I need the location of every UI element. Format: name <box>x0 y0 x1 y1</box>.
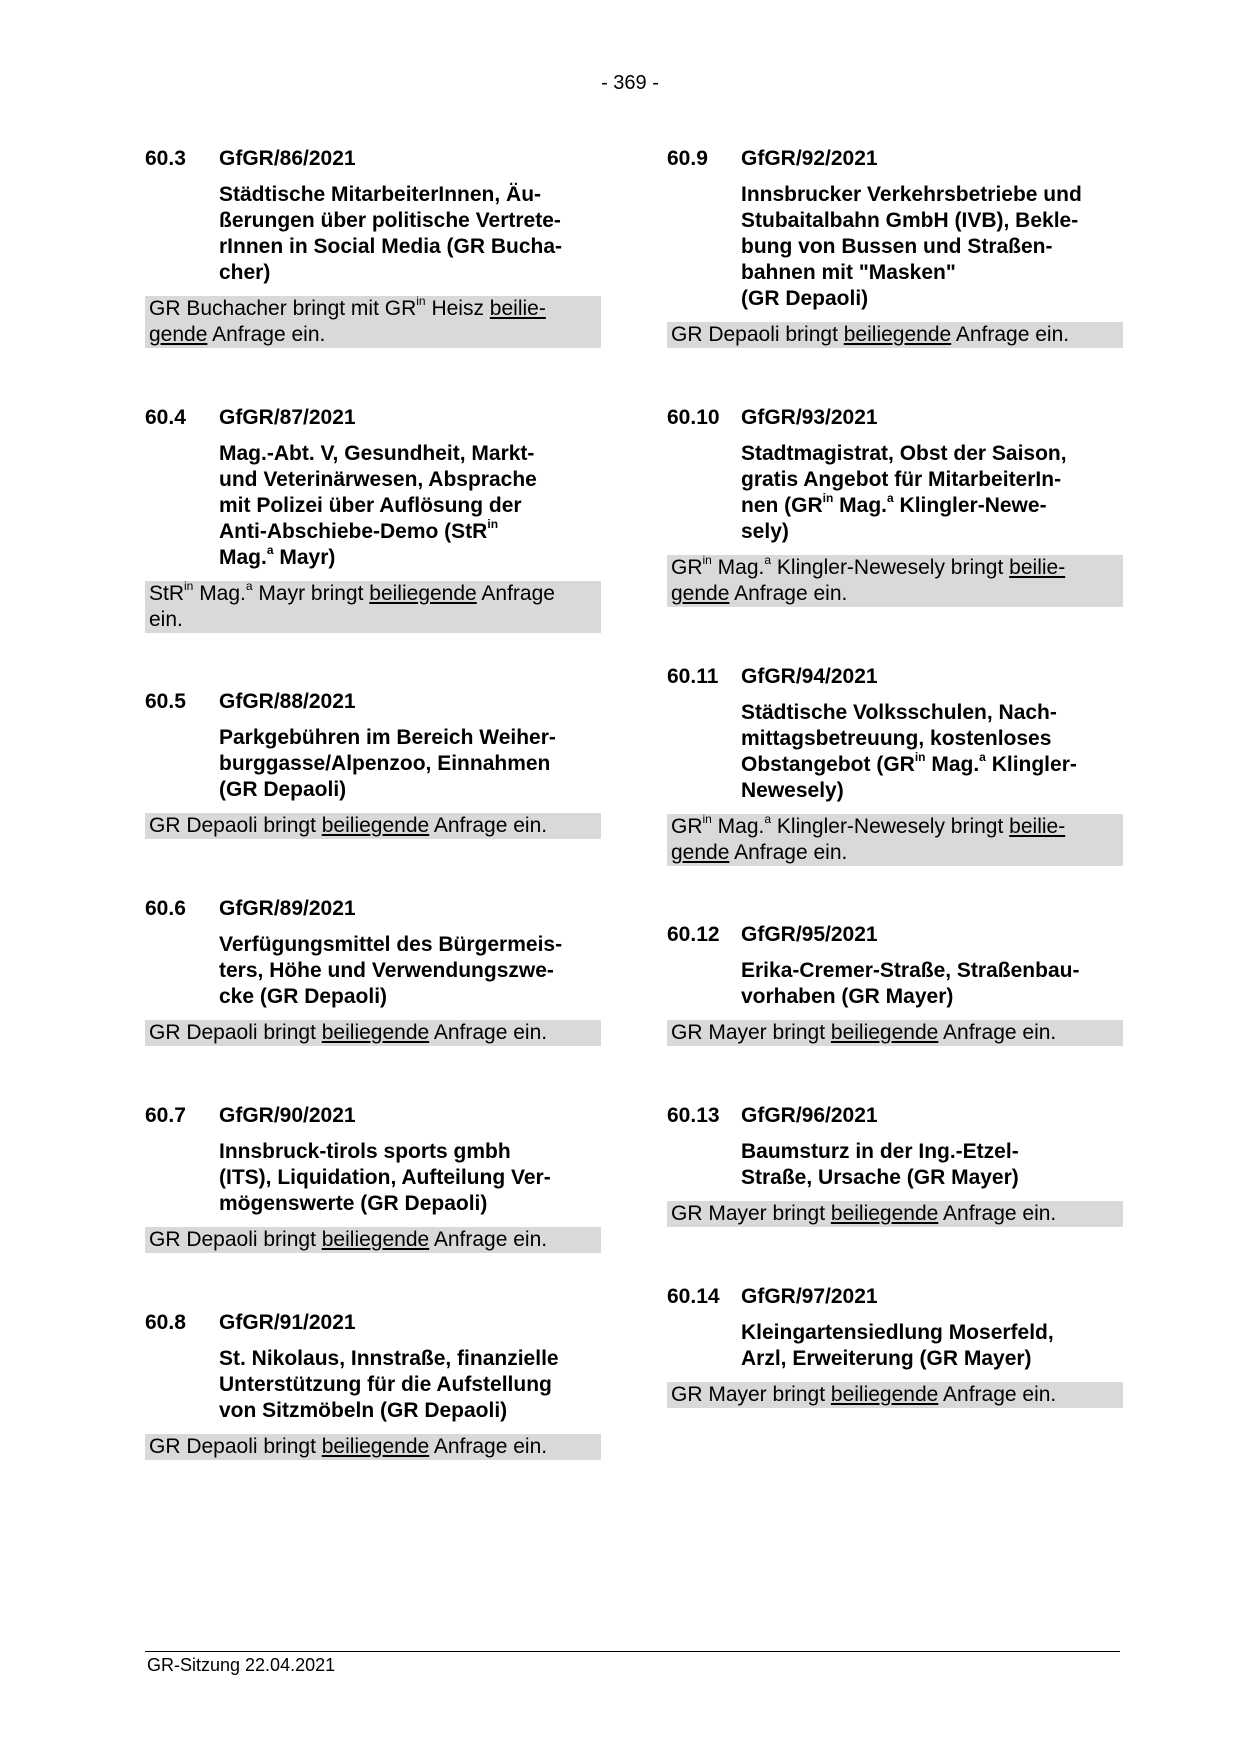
title-line: gratis Angebot für MitarbeiterIn- <box>741 468 1062 491</box>
note-text: GR <box>671 815 703 838</box>
entry-title <box>741 441 1121 545</box>
title-sup: in <box>914 750 926 764</box>
entry-code: GfGR/94/2021 <box>741 665 878 688</box>
title-sup: a <box>887 491 894 505</box>
note-underlined: beiliegende <box>321 1435 430 1458</box>
title-line: Straße, Ursache (GR Mayer) <box>741 1166 1019 1189</box>
entry-number: 60.14 <box>667 1285 720 1308</box>
note-text: Anfrage ein. <box>951 323 1070 346</box>
title-line: (GR Depaoli) <box>219 778 347 801</box>
note-text: Anfrage <box>476 582 555 605</box>
note-underlined: beilie- <box>1009 815 1066 838</box>
title-line: ßerungen über politische Vertrete- <box>219 209 561 232</box>
title-line: Innsbrucker Verkehrsbetriebe und <box>741 183 1082 206</box>
title-line: burggasse/Alpenzoo, Einnahmen <box>219 752 551 775</box>
entry-number: 60.8 <box>145 1311 186 1334</box>
title-text: Klingler-Newe- <box>893 494 1047 517</box>
note-sup: in <box>416 294 426 308</box>
note-text: Mag. <box>711 815 765 838</box>
entry-number: 60.11 <box>667 665 719 688</box>
note-underlined: gende <box>671 841 730 864</box>
title-line: bung von Bussen und Straßen- <box>741 235 1053 258</box>
entry-note <box>667 322 1123 348</box>
entry-note <box>667 1201 1123 1227</box>
entry-number: 60.10 <box>667 406 720 429</box>
note-underlined: beiliegende <box>321 814 430 837</box>
entry-heading <box>667 405 1127 431</box>
title-line: und Veterinärwesen, Absprache <box>219 468 537 491</box>
note-sup: a <box>764 553 772 567</box>
note-underlined: beiliegende <box>843 323 952 346</box>
entry-heading <box>667 1103 1127 1129</box>
title-line: Kleingartensiedlung Moserfeld, <box>741 1321 1054 1344</box>
title-text: Mag. <box>219 546 267 569</box>
title-line: St. Nikolaus, Innstraße, finanzielle <box>219 1347 559 1370</box>
title-sup: in <box>822 491 834 505</box>
entry-number: 60.5 <box>145 690 186 713</box>
note-text: Klingler-Newesely bringt <box>771 556 1010 579</box>
entry-title <box>219 1346 599 1424</box>
entry-title <box>741 1320 1121 1372</box>
title-line <box>741 493 1121 519</box>
entry-heading <box>145 405 605 431</box>
note-text: Anfrage ein. <box>429 1021 548 1044</box>
note-text: Mayr bringt <box>252 582 370 605</box>
entry-title <box>219 441 599 571</box>
title-line: vorhaben (GR Mayer) <box>741 985 954 1008</box>
entry-title <box>741 1139 1121 1191</box>
entry-heading <box>145 896 605 922</box>
entry-heading <box>145 689 605 715</box>
title-text: Klingler- <box>985 753 1077 776</box>
title-line: Städtische MitarbeiterInnen, Äu- <box>219 183 542 206</box>
note-text: Mag. <box>193 582 246 605</box>
note-underlined: beiliegende <box>830 1383 939 1406</box>
entry-note <box>145 813 601 839</box>
title-line: bahnen mit "Masken" <box>741 261 956 284</box>
title-sup: in <box>487 517 499 531</box>
title-line: mögenswerte (GR Depaoli) <box>219 1192 488 1215</box>
entry-note <box>145 1227 601 1253</box>
entry-heading <box>667 922 1127 948</box>
entry-note <box>667 555 1123 607</box>
title-line: rInnen in Social Media (GR Bucha- <box>219 235 563 258</box>
entry-code: GfGR/90/2021 <box>219 1104 356 1127</box>
entry-title <box>741 958 1121 1010</box>
note-underlined: beiliegende <box>321 1228 430 1251</box>
footer-text: GR-Sitzung 22.04.2021 <box>147 1655 336 1675</box>
footer-divider <box>145 1651 1120 1652</box>
note-underlined: beilie- <box>1009 556 1066 579</box>
title-line: Stubaitalbahn GmbH (IVB), Bekle- <box>741 209 1079 232</box>
entry-number: 60.12 <box>667 923 720 946</box>
agenda-item-60-8 <box>145 1310 605 1460</box>
agenda-item-60-4 <box>145 405 605 633</box>
title-line: cke (GR Depaoli) <box>219 985 388 1008</box>
title-line: Arzl, Erweiterung (GR Mayer) <box>741 1347 1032 1370</box>
entry-code: GfGR/91/2021 <box>219 1311 356 1334</box>
title-line: Parkgebühren im Bereich Weiher- <box>219 726 556 749</box>
entry-number: 60.3 <box>145 147 186 170</box>
title-text: Obstangebot (GR <box>741 753 915 776</box>
entry-note <box>667 814 1123 866</box>
note-text: GR Depaoli bringt <box>149 814 322 837</box>
agenda-item-60-12 <box>667 922 1127 1046</box>
entry-note <box>667 1020 1123 1046</box>
note-underlined: gende <box>671 582 730 605</box>
note-underlined: beiliegende <box>369 582 477 605</box>
title-line: Verfügungsmittel des Bürgermeis- <box>219 933 563 956</box>
title-line: Städtische Volksschulen, Nach- <box>741 701 1057 724</box>
note-underlined: gende <box>149 323 208 346</box>
title-text: Anti-Abschiebe-Demo (StR <box>219 520 488 543</box>
note-text: ein. <box>149 608 183 631</box>
title-line: sely) <box>741 520 789 543</box>
entry-heading <box>667 146 1127 172</box>
title-line: (GR Depaoli) <box>741 287 869 310</box>
entry-note <box>145 296 601 348</box>
title-text: nen (GR <box>741 494 823 517</box>
note-underlined: beiliegende <box>830 1202 939 1225</box>
entry-code: GfGR/93/2021 <box>741 406 878 429</box>
note-sup: in <box>702 553 712 567</box>
entry-code: GfGR/92/2021 <box>741 147 878 170</box>
entry-number: 60.13 <box>667 1104 720 1127</box>
entry-code: GfGR/86/2021 <box>219 147 356 170</box>
agenda-item-60-7 <box>145 1103 605 1253</box>
entry-title <box>219 725 599 803</box>
title-line: (ITS), Liquidation, Aufteilung Ver- <box>219 1166 551 1189</box>
note-sup: a <box>764 812 772 826</box>
note-underlined: beiliegende <box>321 1021 430 1044</box>
note-text: GR Mayer bringt <box>671 1021 831 1044</box>
note-text: Anfrage ein. <box>429 1228 548 1251</box>
agenda-item-60-13 <box>667 1103 1127 1227</box>
agenda-item-60-14 <box>667 1284 1127 1408</box>
note-text: Anfrage ein. <box>938 1383 1057 1406</box>
title-line: Stadtmagistrat, Obst der Saison, <box>741 442 1067 465</box>
entry-code: GfGR/97/2021 <box>741 1285 878 1308</box>
agenda-item-60-5 <box>145 689 605 839</box>
entry-number: 60.6 <box>145 897 186 920</box>
entry-title <box>219 182 599 286</box>
note-text: Heisz <box>425 297 490 320</box>
title-line: von Sitzmöbeln (GR Depaoli) <box>219 1399 508 1422</box>
note-text: Anfrage ein. <box>938 1202 1057 1225</box>
note-text: GR Depaoli bringt <box>149 1435 322 1458</box>
entry-code: GfGR/89/2021 <box>219 897 356 920</box>
entry-title <box>741 700 1121 804</box>
title-line: Unterstützung für die Aufstellung <box>219 1373 552 1396</box>
entry-heading <box>667 664 1127 690</box>
note-text: Anfrage ein. <box>429 814 548 837</box>
entry-heading <box>145 1103 605 1129</box>
title-line: ters, Höhe und Verwendungszwe- <box>219 959 554 982</box>
note-underlined: beilie- <box>489 297 546 320</box>
title-text: Mag. <box>925 753 980 776</box>
note-sup: a <box>245 579 253 593</box>
title-line <box>219 545 599 571</box>
note-text: Anfrage ein. <box>729 582 848 605</box>
entry-code: GfGR/95/2021 <box>741 923 878 946</box>
note-text: Mag. <box>711 556 765 579</box>
entry-heading <box>145 146 605 172</box>
page-number: - 369 - <box>601 72 659 94</box>
note-text: GR Depaoli bringt <box>671 323 844 346</box>
entry-code: GfGR/88/2021 <box>219 690 356 713</box>
note-sup: in <box>184 579 194 593</box>
note-text: GR Mayer bringt <box>671 1383 831 1406</box>
entry-note <box>145 581 601 633</box>
title-sup: a <box>266 543 274 557</box>
title-line: Newesely) <box>741 779 844 802</box>
title-line: Mag.-Abt. V, Gesundheit, Markt- <box>219 442 535 465</box>
entry-title <box>741 182 1121 312</box>
entry-number: 60.4 <box>145 406 186 429</box>
note-text: Anfrage ein. <box>729 841 848 864</box>
entry-heading <box>145 1310 605 1336</box>
title-line: Innsbruck-tirols sports gmbh <box>219 1140 511 1163</box>
title-line: cher) <box>219 261 271 284</box>
note-text: GR Depaoli bringt <box>149 1021 322 1044</box>
note-text: GR <box>671 556 703 579</box>
note-text: GR Mayer bringt <box>671 1202 831 1225</box>
title-line <box>219 519 599 545</box>
entry-note <box>667 1382 1123 1408</box>
title-line: mit Polizei über Auflösung der <box>219 494 522 517</box>
agenda-item-60-10 <box>667 405 1127 607</box>
entry-code: GfGR/87/2021 <box>219 406 356 429</box>
entry-note <box>145 1020 601 1046</box>
note-text: GR Depaoli bringt <box>149 1228 322 1251</box>
agenda-item-60-6 <box>145 896 605 1046</box>
note-text: Anfrage ein. <box>207 323 326 346</box>
entry-note <box>145 1434 601 1460</box>
title-text: Mag. <box>833 494 888 517</box>
title-line <box>741 752 1121 778</box>
entry-number: 60.9 <box>667 147 708 170</box>
entry-code: GfGR/96/2021 <box>741 1104 878 1127</box>
agenda-item-60-11 <box>667 664 1127 866</box>
entry-title <box>219 932 599 1010</box>
note-text: GR Buchacher bringt mit GR <box>149 297 417 320</box>
title-line: Baumsturz in der Ing.-Etzel- <box>741 1140 1019 1163</box>
note-text: Anfrage ein. <box>429 1435 548 1458</box>
title-line: Erika-Cremer-Straße, Straßenbau- <box>741 959 1080 982</box>
agenda-item-60-3 <box>145 146 605 348</box>
entry-number: 60.7 <box>145 1104 186 1127</box>
note-underlined: beiliegende <box>830 1021 939 1044</box>
note-text: Klingler-Newesely bringt <box>771 815 1010 838</box>
agenda-item-60-9 <box>667 146 1127 348</box>
note-sup: in <box>702 812 712 826</box>
title-text: Mayr) <box>273 546 336 569</box>
note-text: Anfrage ein. <box>938 1021 1057 1044</box>
entry-heading <box>667 1284 1127 1310</box>
title-line: mittagsbetreuung, kostenloses <box>741 727 1052 750</box>
entry-title <box>219 1139 599 1217</box>
note-text: StR <box>149 582 185 605</box>
title-sup: a <box>979 750 986 764</box>
